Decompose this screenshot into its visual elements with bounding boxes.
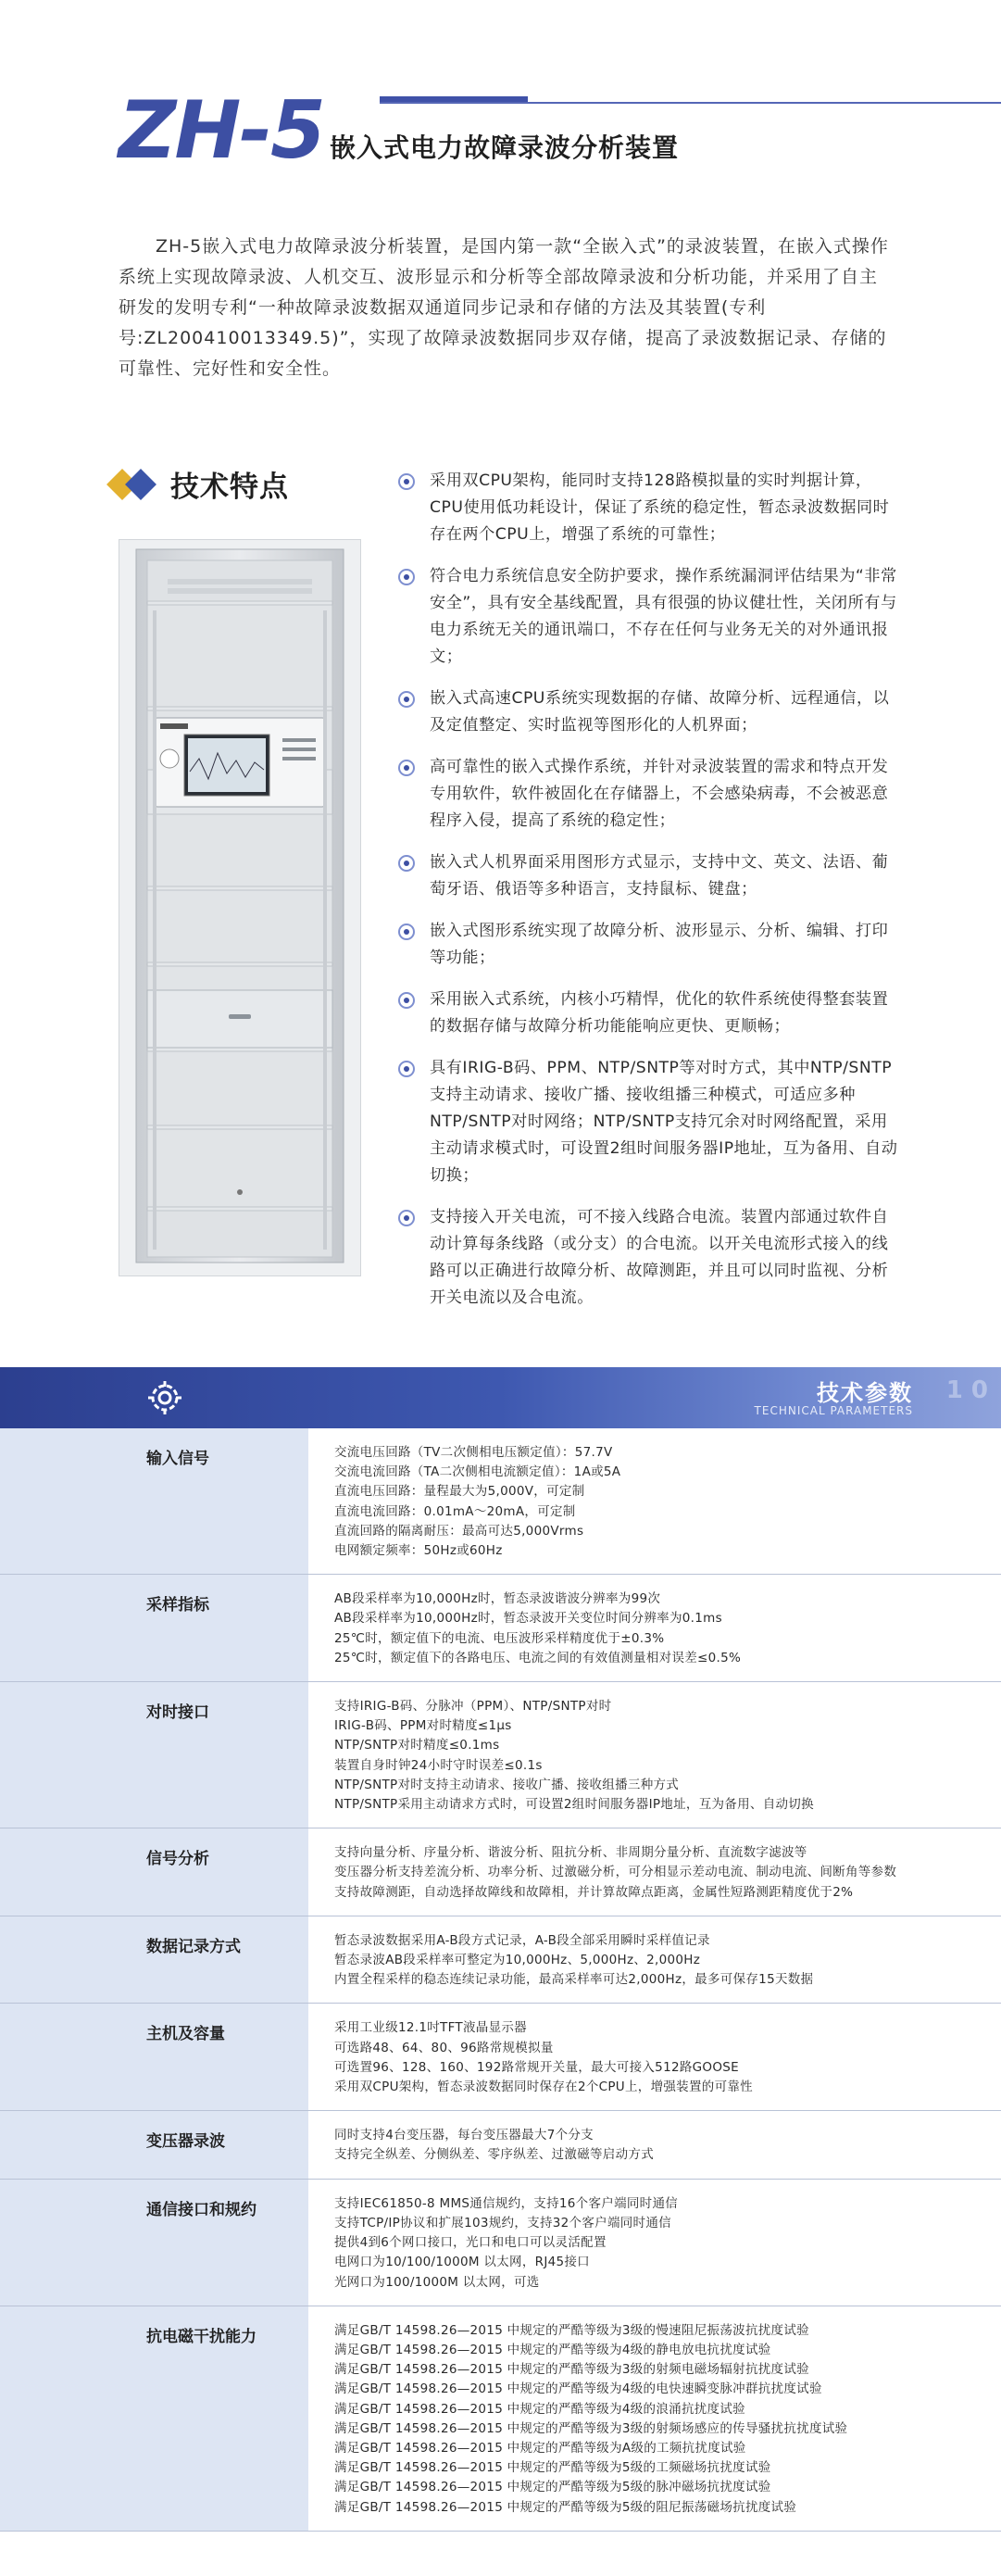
- feature-item: 嵌入式人机界面采用图形方式显示，支持中文、英文、法语、葡萄牙语、俄语等多种语言，支持鼠标、键盘；: [398, 849, 898, 903]
- param-values: [308, 2111, 1001, 2178]
- bullet-icon: [398, 1061, 415, 1077]
- param-value-line: 可选置96、128、160、192路常规开关量，最大可接入512路GOOSE: [334, 2059, 739, 2075]
- param-value-line: AB段采样率为10,000Hz时，暂态录波开关变位时间分辨率为0.1ms: [334, 1611, 722, 1627]
- feature-item: 嵌入式高速CPU系统实现数据的存储、故障分析、远程通信，以及定值整定、实时监视等图形化的人机界面；: [398, 685, 898, 739]
- param-value-line: 直流电压回路：量程最大为5,000V，可定制: [334, 1484, 585, 1500]
- param-value-line: 满足GB/T 14598.26—2015 中规定的严酷等级为5级的阻尼振荡磁场抗扰度试验: [334, 2499, 797, 2515]
- param-row: [0, 1682, 1001, 1828]
- param-label: 通信接口和规约: [0, 2180, 308, 2306]
- params-table: [0, 1428, 1001, 2532]
- param-value-line: 暂态录波AB段采样率可整定为10,000Hz、5,000Hz、2,000Hz: [334, 1953, 701, 1968]
- bullet-icon: [398, 473, 415, 490]
- param-value-line: 电网口为10/100/1000M 以太网，RJ45接口: [334, 2255, 590, 2270]
- param-value-line: IRIG-B码、PPM对时精度≤1μs: [334, 1718, 512, 1734]
- param-values: [308, 1575, 1001, 1681]
- param-value-line: 支持完全纵差、分侧纵差、零序纵差、过激磁等启动方式: [334, 2147, 654, 2163]
- param-value-line: 满足GB/T 14598.26—2015 中规定的严酷等级为A级的工频抗扰度试验: [334, 2440, 746, 2456]
- feature-item: 采用双CPU架构，能同时支持128路模拟量的实时判据计算，CPU使用低功耗设计，保证了系统的稳定性，暂态录波数据同时存在两个CPU上，增强了系统的可靠性；: [398, 468, 898, 548]
- param-value-line: NTP/SNTP对时支持主动请求、接收广播、接收组播三种方式: [334, 1777, 680, 1792]
- param-value-line: 采用工业级12.1吋TFT液晶显示器: [334, 2020, 527, 2036]
- param-value-line: NTP/SNTP采用主动请求方式时，可设置2组时间服务器IP地址，互为备用、自动切换: [334, 1797, 814, 1813]
- param-value-line: 满足GB/T 14598.26—2015 中规定的严酷等级为5级的脉冲磁场抗扰度试验: [334, 2480, 771, 2495]
- param-values: [308, 2004, 1001, 2110]
- param-value-line: 可选路48、64、80、96路常规模拟量: [334, 2040, 554, 2055]
- model-number: ZH-5: [119, 84, 324, 177]
- param-value-line: 满足GB/T 14598.26—2015 中规定的严酷等级为3级的射频电磁场辐射抗扰度试验: [334, 2362, 809, 2378]
- param-value-line: AB段采样率为10,000Hz时，暂态录波谐波分辨率为99次: [334, 1591, 661, 1607]
- params-banner: [0, 1367, 1001, 1428]
- param-row: [0, 2004, 1001, 2111]
- bullet-icon: [398, 924, 415, 940]
- param-value-line: 满足GB/T 14598.26—2015 中规定的严酷等级为3级的慢速阻尼振荡波抗扰度试验: [334, 2322, 809, 2338]
- param-value-line: 支持TCP/IP协议和扩展103规约，支持32个客户端同时通信: [334, 2215, 671, 2230]
- diamond-icon: [111, 468, 161, 501]
- param-value-line: 变压器分析支持差流分析、功率分析、过激磁分析，可分相显示差动电流、制动电流、间断角等参数: [334, 1865, 897, 1880]
- bullet-icon: [398, 691, 415, 708]
- param-value-line: NTP/SNTP对时精度≤0.1ms: [334, 1738, 500, 1753]
- param-label: 输入信号: [0, 1428, 308, 1574]
- param-row: [0, 2111, 1001, 2179]
- param-value-line: 采用双CPU架构，暂态录波数据同时保存在2个CPU上，增强装置的可靠性: [334, 2080, 753, 2095]
- param-value-line: 满足GB/T 14598.26—2015 中规定的严酷等级为3级的射频场感应的传导骚扰抗扰度试验: [334, 2420, 848, 2436]
- param-value-line: 满足GB/T 14598.26—2015 中规定的严酷等级为4级的电快速瞬变脉冲群抗扰度试验: [334, 2381, 822, 2397]
- gear-icon: [146, 1379, 183, 1416]
- param-value-line: 支持IEC61850-8 MMS通信规约，支持16个客户端同时通信: [334, 2195, 679, 2211]
- param-value-line: 交流电流回路（TA二次侧相电流额定值）：1A或5A: [334, 1464, 621, 1480]
- param-row: [0, 2180, 1001, 2306]
- product-title: 嵌入式电力故障录波分析装置: [330, 132, 680, 163]
- param-label: 变压器录波: [0, 2111, 308, 2178]
- param-row: [0, 1428, 1001, 1575]
- feature-item: 符合电力系统信息安全防护要求，操作系统漏洞评估结果为“非常安全”，具有安全基线配置，具有很强的协议健壮性，关闭所有与电力系统无关的通讯端口，不存在任何与业务无关的对外通讯报文；: [398, 563, 898, 671]
- param-values: [308, 1428, 1001, 1574]
- feature-item: 高可靠性的嵌入式操作系统，并针对录波装置的需求和特点开发专用软件，软件被固化在存储器上，不会感染病毒，不会被恶意程序入侵，提高了系统的稳定性；: [398, 754, 898, 835]
- param-value-line: 内置全程采样的稳态连续记录功能，最高采样率可达2,000Hz，最多可保存15天数据: [334, 1972, 814, 1988]
- param-value-line: 支持向量分析、序量分析、谐波分析、阻抗分析、非周期分量分析、直流数字滤波等: [334, 1845, 807, 1861]
- param-value-line: 25℃时，额定值下的各路电压、电流之间的有效值测量相对误差≤0.5%: [334, 1650, 742, 1665]
- param-value-line: 暂态录波数据采用A-B段方式记录，A-B段全部采用瞬时采样值记录: [334, 1932, 710, 1948]
- param-value-line: 装置自身时钟24小时守时误差≤0.1s: [334, 1757, 543, 1773]
- param-label: 采样指标: [0, 1575, 308, 1681]
- params-title: 技术参数: [817, 1380, 913, 1406]
- cabinet-illustration: [119, 540, 360, 1275]
- param-values: [308, 1828, 1001, 1916]
- bullet-icon: [398, 855, 415, 872]
- param-values: [308, 2306, 1001, 2531]
- param-row: [0, 1916, 1001, 2004]
- cabinet-image: [119, 539, 361, 1276]
- param-label: 数据记录方式: [0, 1916, 308, 2004]
- param-value-line: 25℃时，额定值下的电流、电压波形采样精度优于±0.3%: [334, 1630, 665, 1646]
- param-label: 对时接口: [0, 1682, 308, 1828]
- bullet-icon: [398, 1210, 415, 1226]
- bullet-icon: [398, 569, 415, 585]
- param-value-line: 同时支持4台变压器，每台变压器最大7个分支: [334, 2128, 594, 2143]
- param-row: [0, 2306, 1001, 2532]
- param-values: [308, 1916, 1001, 2004]
- features-heading: [111, 463, 289, 505]
- param-value-line: 支持IRIG-B码、分脉冲（PPM）、NTP/SNTP对时: [334, 1699, 612, 1715]
- bullet-icon: [398, 992, 415, 1009]
- param-values: [308, 1682, 1001, 1828]
- param-value-line: 交流电压回路（TV二次侧相电压额定值）：57.7V: [334, 1445, 613, 1460]
- param-row: [0, 1575, 1001, 1682]
- param-label: 抗电磁干扰能力: [0, 2306, 308, 2531]
- intro-paragraph: ZH-5嵌入式电力故障录波分析装置，是国内第一款“全嵌入式”的录波装置，在嵌入式操作系统上实现故障录波、人机交互、波形显示和分析等全部故障录波和分析功能，并采用了自主研发的发明专利“一种故障录波数据双通道同步记录和存储的方法及其装置(专利号:ZL200410013349.5)”，实现了故障录波数据同步双存储，提高了录波数据记录、存储的可靠性、完好性和安全性。: [119, 236, 889, 379]
- feature-item: 具有IRIG-B码、PPM、NTP/SNTP等对时方式，其中NTP/SNTP支持主动请求、接收广播、接收组播三种模式，可适应多种NTP/SNTP对时网络；NTP/SNTP支持冗余对时网络配置，采用主动请求模式时，可设置2组时间服务器IP地址，互为备用、自动切换；: [398, 1055, 898, 1189]
- features-list: [398, 468, 898, 1326]
- param-value-line: 光网口为100/1000M 以太网，可选: [334, 2274, 540, 2290]
- features-title: 技术特点: [170, 471, 289, 504]
- param-label: 主机及容量: [0, 2004, 308, 2110]
- param-value-line: 电网额定频率：50Hz或60Hz: [334, 1543, 503, 1559]
- param-label: 信号分析: [0, 1828, 308, 1916]
- param-value-line: 直流电流回路：0.01mA～20mA，可定制: [334, 1503, 576, 1519]
- param-row: [0, 1828, 1001, 1916]
- param-value-line: 满足GB/T 14598.26—2015 中规定的严酷等级为4级的浪涌抗扰度试验: [334, 2401, 745, 2417]
- param-value-line: 满足GB/T 14598.26—2015 中规定的严酷等级为4级的静电放电抗扰度试验: [334, 2342, 771, 2357]
- param-value-line: 提供4到6个网口接口，光口和电口可以灵活配置: [334, 2235, 607, 2251]
- param-value-line: 直流回路的隔离耐压：最高可达5,000Vrms: [334, 1523, 584, 1539]
- param-values: [308, 2180, 1001, 2306]
- param-value-line: 满足GB/T 14598.26—2015 中规定的严酷等级为5级的工频磁场抗扰度试验: [334, 2460, 771, 2476]
- bullet-icon: [398, 760, 415, 776]
- header-rule: [380, 102, 1001, 104]
- params-subtitle: TECHNICAL PARAMETERS: [754, 1404, 913, 1417]
- banner-decoration: 1 0: [945, 1376, 988, 1404]
- feature-item: 支持接入开关电流，可不接入线路合电流。装置内部通过软件自动计算每条线路（或分支）的合电流。以开关电流形式接入的线路可以正确进行故障分析、故障测距，并且可以同时监视、分析开关电流以及合电流。: [398, 1204, 898, 1312]
- param-value-line: 支持故障测距，自动选择故障线和故障相，并计算故障点距离，金属性短路测距精度优于2%: [334, 1884, 854, 1900]
- feature-item: 嵌入式图形系统实现了故障分析、波形显示、分析、编辑、打印等功能；: [398, 918, 898, 972]
- feature-item: 采用嵌入式系统，内核小巧精悍，优化的软件系统使得整套装置的数据存储与故障分析功能能响应更快、更顺畅；: [398, 986, 898, 1040]
